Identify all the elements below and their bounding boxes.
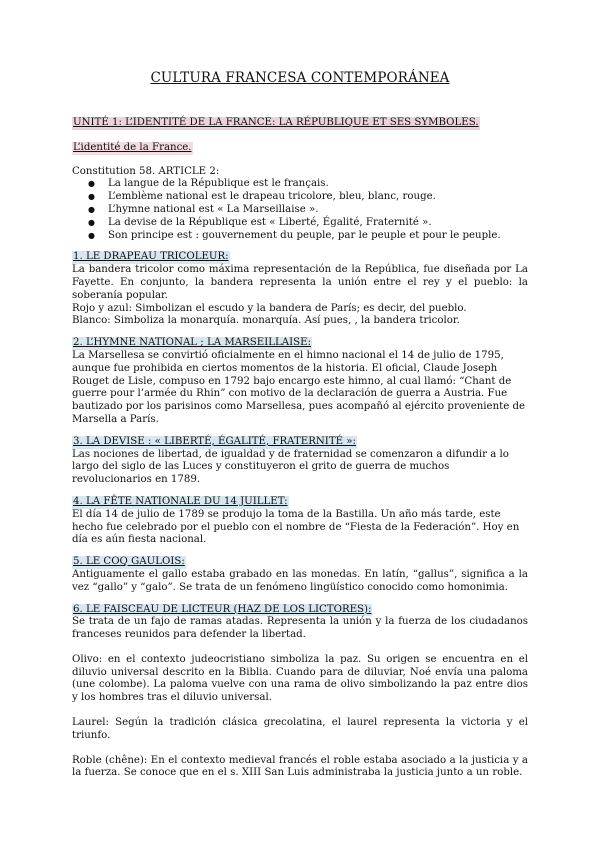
section-fete	[72, 496, 528, 547]
section-paragraph: Las nociones de libertad, de igualdad y de fraternidad se comenzaron a difundir a lo largo del siglo de las Luces y constituyeron el grito de guerra de muchos revolucionarios en 1789.	[72, 448, 509, 486]
section-paragraph: Antiguamente el gallo estaba grabado en las monedas. En latín, “gallus”, significa a la vez “gallo” y “galo”. Se trata de un fenómeno lingüístico conocido como homonimia.	[72, 568, 528, 593]
section-heading: 5. LE COQ GAULOIS:	[73, 556, 185, 568]
list-item: ● Son principe est : gouvernement du peuple, par le peuple et pour le peuple.	[108, 230, 528, 243]
section-hymne	[72, 337, 528, 427]
list-item: ● La devise de la République est « Liberté, Égalité, Fraternité ».	[108, 217, 528, 230]
section-coq	[72, 556, 528, 594]
roble-paragraph: Roble (chêne): En el contexto medieval francés el roble estaba asociado a la justicia y a la fuerza. Se conoce que en el s. XIII San Luis administraba la justicia junto a un roble.	[72, 754, 528, 779]
section-paragraph: Se trata de un fajo de ramas atadas. Representa la unión y la fuerza de los ciudadanos franceses reunidos para defender la libertad.	[72, 616, 528, 641]
section-paragraph: La Marsellesa se convirtió oficialmente en el himno nacional el 14 de julio de 1795, aunque fue prohibida en ciertos momentos de la historia. El oficial, Claude Joseph Rouget de Lisle, compuso en 1792 bajo encargo este himno, al cual llamó: “Chant de guerre pour l’armée du Rhin” con motivo de la declaración de guerra a Austria. Fue bautizado por los parisinos como Marsellesa, pues acompañó al ejército proveniente de Marsella a París.	[72, 349, 526, 425]
section-drapeau	[72, 251, 528, 328]
section-heading: 1. LE DRAPEAU TRICOLEUR:	[73, 251, 229, 263]
section-devise	[72, 436, 528, 487]
olivo-paragraph: Olivo: en el contexto judeocristiano simboliza la paz. Su origen se encuentra en el diluvio universal descrito en la Biblia. Cuando para de diluviar, Noé envía una paloma (une colombe). La paloma vuelve con una rama de olivo simbolizando la paz entre dios y los hombres tras el diluvio universal.	[72, 653, 528, 704]
laurel-paragraph: Laurel: Según la tradición clásica grecolatina, el laurel representa la victoria y el triunfo.	[72, 717, 528, 741]
section-heading: 3. LA DEVISE : « LIBERTÉ, ÉGALITÉ, FRATERNITÉ »:	[73, 435, 356, 447]
constitution-line: Constitution 58. ARTICLE 2:	[72, 165, 220, 177]
section-heading: 6. LE FAISCEAU DE LICTEUR (HAZ DE LOS LICTORES):	[73, 603, 372, 615]
article-bullet-list	[72, 178, 528, 242]
section-paragraph: El día 14 de julio de 1789 se produjo la toma de la Bastilla. Un año más tarde, este hecho fue celebrado por el pueblo con el nombre de “Fiesta de la Federación”. Hoy en día es aún fiesta nacional.	[72, 508, 520, 546]
list-item: ● La langue de la République est le français.	[108, 178, 528, 191]
list-item: ● L’emblème national est le drapeau tricolore, bleu, blanc, rouge.	[108, 191, 528, 204]
unit-heading: UNITÉ 1: L’IDENTITÉ DE LA FRANCE: LA RÉPUBLIQUE ET SES SYMBOLES.	[73, 117, 479, 128]
document-title: CULTURA FRANCESA CONTEMPORÁNEA	[150, 70, 450, 86]
list-item: ● L’hymne national est « La Marseillaise ».	[108, 204, 528, 217]
document-page	[72, 70, 528, 780]
section-paragraph: Blanco: Simboliza la monarquía. monarquía. Así pues, , la bandera tricolor.	[72, 315, 460, 327]
section-paragraph: Rojo y azul: Simbolizan el escudo y la bandera de París; es decir, del pueblo.	[72, 302, 467, 314]
section-heading: 2. L’HYMNE NATIONAL ; LA MARSEILLAISE:	[73, 337, 311, 349]
section-paragraph: La bandera tricolor como máxima representación de la República, fue diseñada por La Fayette. En conjunto, la bandera representa la unión entre el rey y el pueblo: la soberanía popular.	[72, 264, 528, 301]
section-heading: 4. LA FÊTE NATIONALE DU 14 JUILLET:	[73, 495, 288, 507]
section-faisceau	[72, 604, 528, 642]
subheading: L’identité de la France.	[73, 141, 192, 153]
